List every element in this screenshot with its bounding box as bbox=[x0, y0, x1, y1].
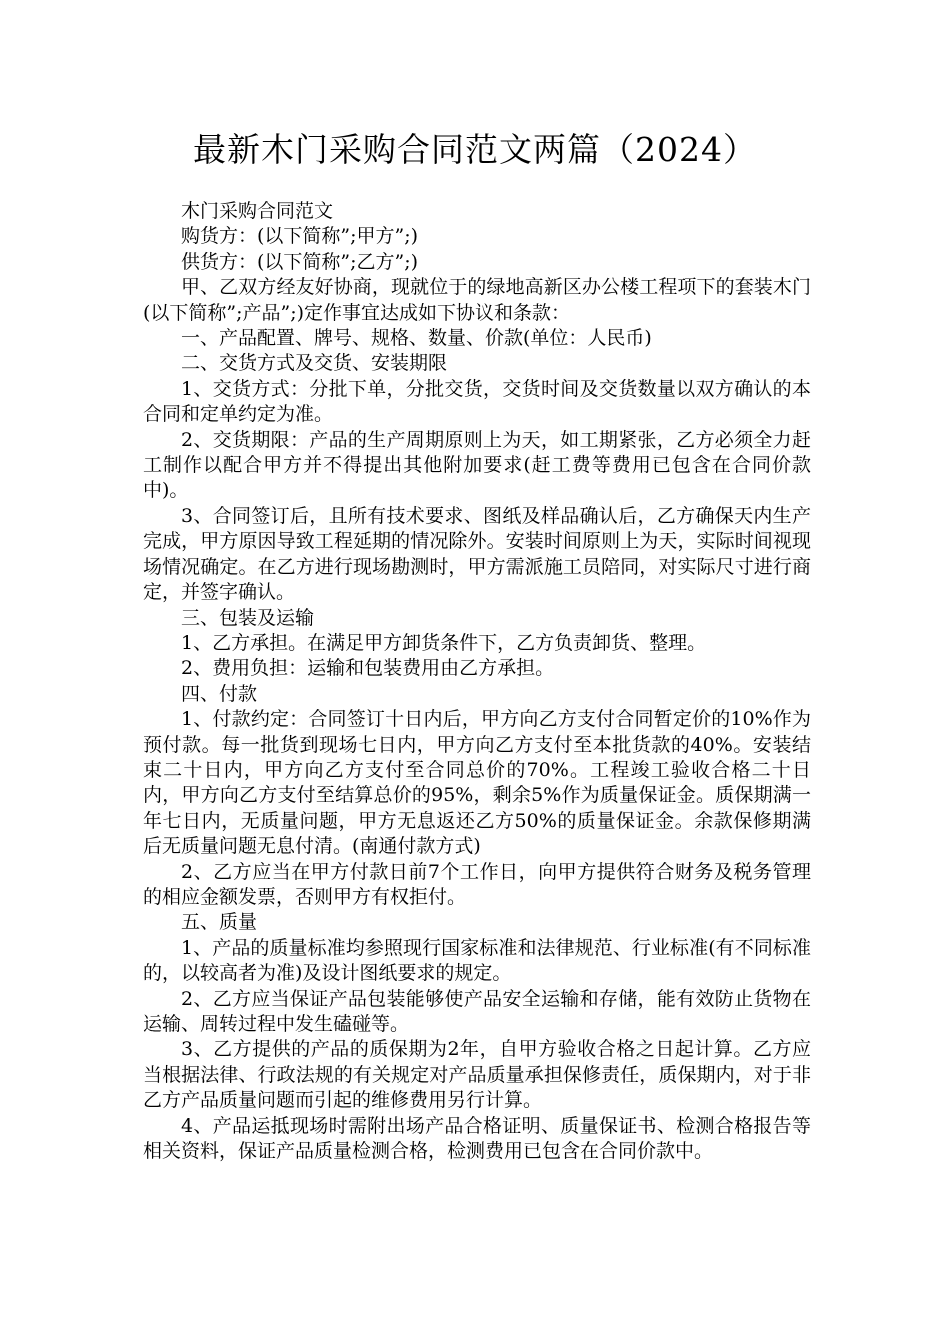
paragraph: 甲、乙双方经友好协商，现就位于的绿地高新区办公楼工程项下的套装木门(以下简称”;产品”;)定作事宜达成如下协议和条款： bbox=[143, 276, 811, 324]
document-title: 最新木门采购合同范文两篇（2024） bbox=[193, 130, 757, 169]
paragraph: 三、包装及运输 bbox=[181, 606, 315, 629]
paragraph: 2、费用负担：运输和包装费用由乙方承担。 bbox=[181, 657, 555, 680]
paragraph: 2、乙方应当在甲方付款日前7个工作日，向甲方提供符合财务及税务管理的相应金额发票，否则甲方有权拒付。 bbox=[143, 860, 811, 908]
paragraph: 二、交货方式及交货、安装期限 bbox=[181, 352, 448, 375]
paragraph: 四、付款 bbox=[181, 682, 258, 705]
paragraph: 4、产品运抵现场时需附出场产品合格证明、质量保证书、检测合格报告等相关资料，保证产品质量检测合格，检测费用已包含在合同价款中。 bbox=[143, 1114, 811, 1163]
paragraph: 2、乙方应当保证产品包装能够使产品安全运输和存储，能有效防止货物在运输、周转过程中发生磕碰等。 bbox=[143, 987, 811, 1035]
paragraph: 3、乙方提供的产品的质保期为2年，自甲方验收合格之日起计算。乙方应当根据法律、行政法规的有关规定对产品质量承担保修责任，质保期内，对于非乙方产品质量问题而引起的维修费用另行计算。 bbox=[143, 1038, 811, 1112]
paragraph: 供货方：(以下简称”;乙方”;) bbox=[181, 250, 419, 273]
paragraph: 1、付款约定：合同签订十日内后，甲方向乙方支付合同暂定价的10%作为预付款。每一批货到现场七日内，甲方向乙方支付至本批货款的40%。安装结束二十日内，甲方向乙方支付至合同总价的70%。工程竣工验收合格二十日内，甲方向乙方支付至结算总价的95%，剩余5%作为质量保证金。质保期满一年七日内，无质量问题，甲方无息返还乙方50%的质量保证金。余款保修期满后无质量问题无息付清。(南通付款方式) bbox=[143, 708, 811, 858]
paragraph: 木门采购合同范文 bbox=[181, 200, 334, 222]
paragraph: 2、交货期限：产品的生产周期原则上为天，如工期紧张，乙方必须全力赶工制作以配合甲方并不得提出其他附加要求(赶工费等费用已包含在合同价款中)。 bbox=[143, 428, 811, 502]
paragraph: 一、产品配置、牌号、规格、数量、价款(单位：人民币) bbox=[181, 327, 652, 350]
paragraph: 1、乙方承担。在满足甲方卸货条件下，乙方负责卸货、整理。 bbox=[181, 631, 707, 654]
paragraph: 五、质量 bbox=[181, 911, 258, 934]
paragraph: 3、合同签订后，且所有技术要求、图纸及样品确认后，乙方确保天内生产完成，甲方原因导致工程延期的情况除外。安装时间原则上为天，实际时间视现场情况确定。在乙方进行现场勘测时，甲方需派施工员陪同，对实际尺寸进行商定，并签字确认。 bbox=[143, 504, 811, 604]
document-body bbox=[143, 199, 811, 1164]
paragraph: 1、交货方式：分批下单，分批交货，交货时间及交货数量以双方确认的本合同和定单约定为准。 bbox=[143, 377, 811, 426]
paragraph: 1、产品的质量标准均参照现行国家标准和法律规范、行业标准(有不同标准的，以较高者为准)及设计图纸要求的规定。 bbox=[143, 936, 811, 985]
paragraph: 购货方：(以下简称”;甲方”;) bbox=[181, 225, 419, 248]
